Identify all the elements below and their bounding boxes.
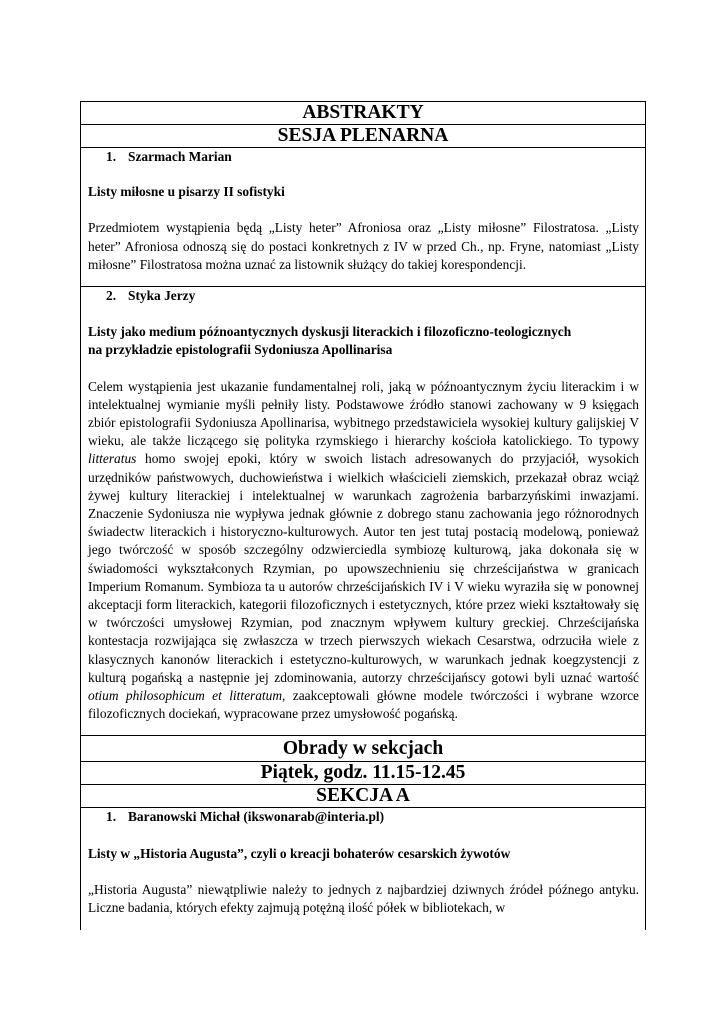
entry-number: 2. bbox=[106, 288, 117, 304]
text-segment: Celem wystąpienia jest ukazanie fundamentalnej roli, jaką w późnoantycznym życiu literackim i w intelektualnej wymianie myśli pełniły listy. Podstawowe źródło stanowi zachowany w 9 księgach zbiór epistolografii Sydoniusza Apollinarisa, wybitnego przedstawiciela wysokiej kultury galijskiej V wieku, ale także liczącego się polityka rzymskiego i hierarchy kościoła katolickiego. To typowy bbox=[88, 378, 639, 449]
entry-author-line bbox=[88, 287, 639, 305]
sections-heading: Obrady w sekcjach bbox=[81, 736, 645, 762]
entry-author-line bbox=[88, 148, 639, 166]
text-segment: homo swojej epoki, który w swoich listach adresowanych do przyjaciół, wysokich urzędników państwowych, duchowieństwa i wielkich właścicieli ziemskich, przekazał obraz wciąż żywej kultury literackiej i intelektualnej w warunkach zagrożenia barbarzyńskimi inwazjami. Znaczenie Sydoniusza nie wypływa jednak głównie z dobrego stanu zachowania jego różnorodnych świadectw literackich i historyczno-kulturowych. Autor ten jest tutaj postacią modelową, ponieważ jego twórczość w sposób szczególny odzwierciedla symbiozę kulturową, jaka dokonała się w świadomości wykształconych Rzymian, po upowszechnieniu się chrześcijaństwa w granicach Imperium Romanum. Symbioza ta u autorów chrześcijańskich IV i V wieku wyraziła się w ponownej akceptacji form literackich, kategorii filozoficznych i estetycznych, które przez wieki kształtowały się w twórczości umysłowej Rzymian, pod znacznym wpływem kultury greckiej. Chrześcijańska kontestacja rozwijająca się zwłaszcza w trzech pierwszych wiekach Cesarstwa, odrzuciła wiele z klasycznych kanonów literackich i estetyczno-kulturowych, w warunkach jednak koegzystencji z kulturą pogańską a następnie jej zdominowania, autorzy chrześcijańscy gotowi byli uznać wartość bbox=[88, 451, 639, 685]
entry-author: Styka Jerzy bbox=[128, 288, 196, 304]
entry-text: Przedmiotem wystąpienia będą „Listy heter” Afroniosa oraz „Listy miłosne” Filostratosa. „Listy heter” Afroniosa odnoszą się do postaci konkretnych z IV w przed Ch., np. Fryne, natomiast „Listy miłosne” Filostratosa można uznać za listownik służący do takiej korespondencji. bbox=[88, 220, 639, 272]
entry-title bbox=[88, 323, 639, 359]
abstracts-table bbox=[80, 101, 646, 930]
entry-author-line bbox=[88, 808, 639, 826]
entry-title: Listy w „Historia Augusta”, czyli o kreacji bohaterów cesarskich żywotów bbox=[88, 845, 511, 861]
session-title: SESJA PLENARNA bbox=[81, 125, 645, 148]
page-title: ABSTRAKTY bbox=[81, 102, 645, 125]
section-name: SEKCJA A bbox=[81, 785, 645, 808]
entry-author: Szarmach Marian bbox=[128, 149, 232, 164]
entry-title-line: na przykładzie epistolografii Sydoniusza Apollinarisa bbox=[88, 342, 393, 358]
entry-author: Baranowski Michał (ikswonarab@interia.pl) bbox=[128, 809, 385, 825]
text-italic: otium philosophicum et litteratum bbox=[88, 688, 283, 704]
entry-text bbox=[88, 378, 639, 724]
text-segment: , zaakceptowali główne modele twórczości i wybrane wzorce filozoficznych dociekań, wypracowane przez umysłowość pogańską. bbox=[88, 688, 639, 722]
abstract-entry bbox=[81, 148, 645, 287]
entry-number: 1. bbox=[106, 809, 117, 825]
sections-time: Piątek, godz. 11.15-12.45 bbox=[81, 762, 645, 785]
text-italic: litteratus bbox=[88, 451, 137, 467]
abstract-entry bbox=[81, 287, 645, 736]
entry-title-line: Listy jako medium późnoantycznych dyskusji literackich i filozoficzno-teologicznych bbox=[88, 324, 572, 340]
entry-number: 1. bbox=[106, 149, 117, 164]
entry-text: „Historia Augusta” niewątpliwie należy to jednych z najbardziej dziwnych źródeł późnego antyku. Liczne badania, których efekty zajmują potężną ilość półek w bibliotekach, w bbox=[88, 881, 639, 916]
entry-title: Listy miłosne u pisarzy II sofistyki bbox=[88, 184, 285, 200]
abstract-entry bbox=[81, 808, 645, 917]
